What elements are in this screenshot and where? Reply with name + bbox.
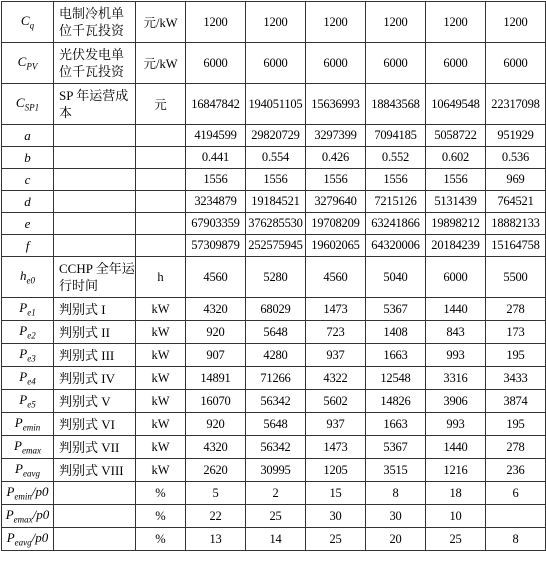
value-cell: 1663 — [366, 344, 426, 367]
symbol-base: P — [5, 507, 14, 523]
symbol-cell — [2, 43, 54, 84]
value-cell: 6000 — [306, 43, 366, 84]
value-cell: 194051105 — [246, 84, 306, 125]
value-cell: 56342 — [246, 390, 306, 413]
value-cell: 30 — [366, 505, 426, 528]
symbol-cell — [2, 413, 54, 436]
value-cell: 3906 — [426, 390, 486, 413]
value-cell: 5648 — [246, 321, 306, 344]
value-cell: 14826 — [366, 390, 426, 413]
value-cell: 1200 — [486, 2, 546, 43]
unit-cell — [136, 235, 186, 257]
symbol-tail: /p0 — [31, 484, 49, 500]
unit-cell — [136, 191, 186, 213]
value-cell: 7094185 — [366, 125, 426, 147]
value-cell: 3515 — [366, 459, 426, 482]
value-cell: 1200 — [306, 2, 366, 43]
unit-cell: kW — [136, 321, 186, 344]
value-cell: 1556 — [366, 169, 426, 191]
value-cell: 12548 — [366, 367, 426, 390]
value-cell: 0.536 — [486, 147, 546, 169]
value-cell: 278 — [486, 298, 546, 321]
parameter-name — [54, 505, 136, 528]
value-cell: 3433 — [486, 367, 546, 390]
symbol-cell — [2, 344, 54, 367]
table-row — [2, 390, 546, 413]
table-row — [2, 344, 546, 367]
symbol-cell — [2, 213, 54, 235]
parameter-name — [54, 191, 136, 213]
value-cell: 5648 — [246, 413, 306, 436]
symbol-subscript: PV — [26, 61, 38, 72]
value-cell: 4280 — [246, 344, 306, 367]
value-cell: 6 — [486, 482, 546, 505]
value-cell: 15164758 — [486, 235, 546, 257]
unit-cell — [136, 125, 186, 147]
value-cell: 4560 — [186, 257, 246, 298]
symbol-cell — [2, 125, 54, 147]
value-cell: 1473 — [306, 436, 366, 459]
table-row — [2, 257, 546, 298]
symbol-subscript: SP1 — [24, 102, 40, 113]
value-cell: 19898212 — [426, 213, 486, 235]
value-cell: 937 — [306, 344, 366, 367]
value-cell: 4560 — [306, 257, 366, 298]
value-cell: 4320 — [186, 436, 246, 459]
symbol-subscript: e2 — [27, 330, 36, 341]
value-cell: 993 — [426, 344, 486, 367]
value-cell: 1556 — [306, 169, 366, 191]
table-row — [2, 169, 546, 191]
value-cell: 1440 — [426, 436, 486, 459]
value-cell: 10649548 — [426, 84, 486, 125]
symbol-base: C — [17, 54, 27, 70]
symbol-cell — [2, 367, 54, 390]
value-cell: 19708209 — [306, 213, 366, 235]
symbol-base: P — [6, 484, 15, 500]
value-cell: 7215126 — [366, 191, 426, 213]
symbol-base: P — [19, 369, 28, 385]
value-cell: 14891 — [186, 367, 246, 390]
table-row — [2, 482, 546, 505]
parameter-name: 光伏发电单位千瓦投资 — [54, 43, 136, 84]
symbol-cell — [2, 436, 54, 459]
value-cell: 25 — [246, 505, 306, 528]
symbol-subscript: emax — [21, 445, 41, 456]
parameter-name: 判别式 V — [54, 390, 136, 413]
symbol-subscript: q — [29, 20, 35, 31]
value-cell: 993 — [426, 413, 486, 436]
value-cell: 5367 — [366, 298, 426, 321]
unit-cell: 元 — [136, 84, 186, 125]
value-cell: 1408 — [366, 321, 426, 344]
value-cell: 3234879 — [186, 191, 246, 213]
value-cell: 4322 — [306, 367, 366, 390]
value-cell: 15636993 — [306, 84, 366, 125]
value-cell: 18 — [426, 482, 486, 505]
unit-cell: kW — [136, 344, 186, 367]
value-cell: 68029 — [246, 298, 306, 321]
value-cell: 8 — [366, 482, 426, 505]
value-cell — [486, 505, 546, 528]
value-cell: 0.441 — [186, 147, 246, 169]
parameter-name — [54, 169, 136, 191]
value-cell: 71266 — [246, 367, 306, 390]
table-row — [2, 191, 546, 213]
unit-cell: kW — [136, 367, 186, 390]
table-row — [2, 459, 546, 482]
symbol-subscript: emin — [14, 491, 32, 502]
symbol-base: C — [20, 13, 30, 29]
table-row — [2, 235, 546, 257]
value-cell: 19184521 — [246, 191, 306, 213]
table-row — [2, 213, 546, 235]
value-cell: 195 — [486, 413, 546, 436]
value-cell: 1205 — [306, 459, 366, 482]
value-cell: 20184239 — [426, 235, 486, 257]
symbol-cell — [2, 482, 54, 505]
value-cell: 907 — [186, 344, 246, 367]
symbol-subscript: emax — [13, 514, 33, 525]
value-cell: 15 — [306, 482, 366, 505]
symbol-base: P — [19, 392, 28, 408]
symbol-cell — [2, 321, 54, 344]
symbol-base: h — [20, 268, 27, 284]
value-cell: 5 — [186, 482, 246, 505]
symbol-base: f — [25, 237, 30, 253]
value-cell: 6000 — [186, 43, 246, 84]
value-cell: 5602 — [306, 390, 366, 413]
table-row — [2, 43, 546, 84]
parameter-name: 判别式 IV — [54, 367, 136, 390]
table-body — [2, 2, 546, 551]
value-cell: 5040 — [366, 257, 426, 298]
parameter-table — [1, 1, 546, 551]
parameter-name — [54, 213, 136, 235]
table-row — [2, 321, 546, 344]
value-cell: 22 — [186, 505, 246, 528]
value-cell: 1200 — [246, 2, 306, 43]
parameter-name — [54, 125, 136, 147]
value-cell: 0.602 — [426, 147, 486, 169]
parameter-name: 判别式 VI — [54, 413, 136, 436]
symbol-subscript: eavg — [14, 537, 32, 548]
table-row — [2, 298, 546, 321]
value-cell: 3279640 — [306, 191, 366, 213]
unit-cell: kW — [136, 459, 186, 482]
value-cell: 29820729 — [246, 125, 306, 147]
symbol-cell — [2, 84, 54, 125]
value-cell: 937 — [306, 413, 366, 436]
symbol-subscript: e1 — [27, 307, 36, 318]
symbol-tail: /p0 — [32, 507, 50, 523]
parameter-name: 电制冷机单位千瓦投资 — [54, 2, 136, 43]
value-cell: 723 — [306, 321, 366, 344]
value-cell: 764521 — [486, 191, 546, 213]
value-cell: 22317098 — [486, 84, 546, 125]
symbol-base: c — [24, 171, 31, 187]
value-cell: 1200 — [426, 2, 486, 43]
table-row — [2, 436, 546, 459]
value-cell: 4194599 — [186, 125, 246, 147]
value-cell: 16847842 — [186, 84, 246, 125]
value-cell: 18882133 — [486, 213, 546, 235]
value-cell: 1556 — [246, 169, 306, 191]
parameter-name — [54, 482, 136, 505]
value-cell: 30995 — [246, 459, 306, 482]
value-cell: 30 — [306, 505, 366, 528]
value-cell: 1663 — [366, 413, 426, 436]
value-cell: 6000 — [426, 257, 486, 298]
symbol-tail: /p0 — [31, 530, 49, 546]
value-cell: 67903359 — [186, 213, 246, 235]
value-cell: 5131439 — [426, 191, 486, 213]
value-cell: 18843568 — [366, 84, 426, 125]
value-cell: 920 — [186, 321, 246, 344]
value-cell: 10 — [426, 505, 486, 528]
value-cell: 25 — [426, 528, 486, 551]
parameter-name: 判别式 VIII — [54, 459, 136, 482]
value-cell: 1473 — [306, 298, 366, 321]
value-cell: 1440 — [426, 298, 486, 321]
table-row — [2, 125, 546, 147]
unit-cell: h — [136, 257, 186, 298]
symbol-base: P — [19, 323, 28, 339]
value-cell: 252575945 — [246, 235, 306, 257]
unit-cell — [136, 213, 186, 235]
symbol-base: b — [24, 149, 31, 165]
symbol-cell — [2, 257, 54, 298]
value-cell: 236 — [486, 459, 546, 482]
symbol-cell — [2, 235, 54, 257]
symbol-subscript: e5 — [27, 399, 36, 410]
value-cell: 13 — [186, 528, 246, 551]
parameter-name: 判别式 III — [54, 344, 136, 367]
value-cell: 6000 — [246, 43, 306, 84]
value-cell: 6000 — [486, 43, 546, 84]
value-cell: 20 — [366, 528, 426, 551]
value-cell: 278 — [486, 436, 546, 459]
value-cell: 3297399 — [306, 125, 366, 147]
unit-cell: kW — [136, 298, 186, 321]
value-cell: 19602065 — [306, 235, 366, 257]
symbol-base: a — [24, 127, 31, 143]
symbol-base: P — [19, 300, 28, 316]
symbol-cell — [2, 2, 54, 43]
symbol-subscript: e3 — [27, 353, 36, 364]
parameter-name: SP 年运营成本 — [54, 84, 136, 125]
unit-cell: kW — [136, 413, 186, 436]
value-cell: 843 — [426, 321, 486, 344]
value-cell: 6000 — [366, 43, 426, 84]
symbol-subscript: e4 — [27, 376, 36, 387]
unit-cell — [136, 169, 186, 191]
value-cell: 0.554 — [246, 147, 306, 169]
symbol-base: d — [24, 193, 31, 209]
table-row — [2, 147, 546, 169]
table-row — [2, 2, 546, 43]
table-row — [2, 528, 546, 551]
table-row — [2, 505, 546, 528]
value-cell: 1200 — [366, 2, 426, 43]
symbol-cell — [2, 191, 54, 213]
value-cell: 1216 — [426, 459, 486, 482]
value-cell: 969 — [486, 169, 546, 191]
value-cell: 16070 — [186, 390, 246, 413]
symbol-base: P — [19, 346, 28, 362]
value-cell: 2620 — [186, 459, 246, 482]
symbol-base: e — [24, 215, 31, 231]
value-cell: 5058722 — [426, 125, 486, 147]
symbol-subscript: e0 — [26, 275, 35, 286]
symbol-cell — [2, 147, 54, 169]
parameter-name: 判别式 I — [54, 298, 136, 321]
unit-cell: % — [136, 528, 186, 551]
value-cell: 5280 — [246, 257, 306, 298]
value-cell: 195 — [486, 344, 546, 367]
unit-cell: 元/kW — [136, 43, 186, 84]
symbol-subscript: emin — [22, 422, 41, 433]
value-cell: 1556 — [426, 169, 486, 191]
value-cell: 25 — [306, 528, 366, 551]
symbol-cell — [2, 505, 54, 528]
value-cell: 173 — [486, 321, 546, 344]
symbol-cell — [2, 459, 54, 482]
value-cell: 2 — [246, 482, 306, 505]
value-cell: 4320 — [186, 298, 246, 321]
symbol-cell — [2, 169, 54, 191]
parameter-name — [54, 147, 136, 169]
symbol-cell — [2, 390, 54, 413]
parameter-name — [54, 528, 136, 551]
value-cell: 14 — [246, 528, 306, 551]
parameter-name: 判别式 VII — [54, 436, 136, 459]
value-cell: 1556 — [186, 169, 246, 191]
parameter-name — [54, 235, 136, 257]
symbol-base: P — [14, 438, 22, 454]
unit-cell: % — [136, 482, 186, 505]
value-cell: 1200 — [186, 2, 246, 43]
symbol-base: P — [6, 530, 15, 546]
symbol-cell — [2, 528, 54, 551]
value-cell: 5500 — [486, 257, 546, 298]
value-cell: 0.426 — [306, 147, 366, 169]
unit-cell — [136, 147, 186, 169]
value-cell: 63241866 — [366, 213, 426, 235]
unit-cell: kW — [136, 390, 186, 413]
symbol-base: P — [14, 415, 23, 431]
value-cell: 64320006 — [366, 235, 426, 257]
table-row — [2, 367, 546, 390]
table-row — [2, 413, 546, 436]
value-cell: 8 — [486, 528, 546, 551]
value-cell: 951929 — [486, 125, 546, 147]
value-cell: 3874 — [486, 390, 546, 413]
value-cell: 3316 — [426, 367, 486, 390]
unit-cell: kW — [136, 436, 186, 459]
unit-cell: % — [136, 505, 186, 528]
unit-cell: 元/kW — [136, 2, 186, 43]
symbol-base: C — [15, 95, 25, 111]
value-cell: 57309879 — [186, 235, 246, 257]
symbol-cell — [2, 298, 54, 321]
value-cell: 6000 — [426, 43, 486, 84]
table-row — [2, 84, 546, 125]
value-cell: 56342 — [246, 436, 306, 459]
value-cell: 5367 — [366, 436, 426, 459]
value-cell: 376285530 — [246, 213, 306, 235]
value-cell: 920 — [186, 413, 246, 436]
parameter-name: CCHP 全年运行时间 — [54, 257, 136, 298]
symbol-base: P — [15, 461, 23, 477]
value-cell: 0.552 — [366, 147, 426, 169]
parameter-name: 判别式 II — [54, 321, 136, 344]
symbol-subscript: eavg — [22, 468, 40, 479]
